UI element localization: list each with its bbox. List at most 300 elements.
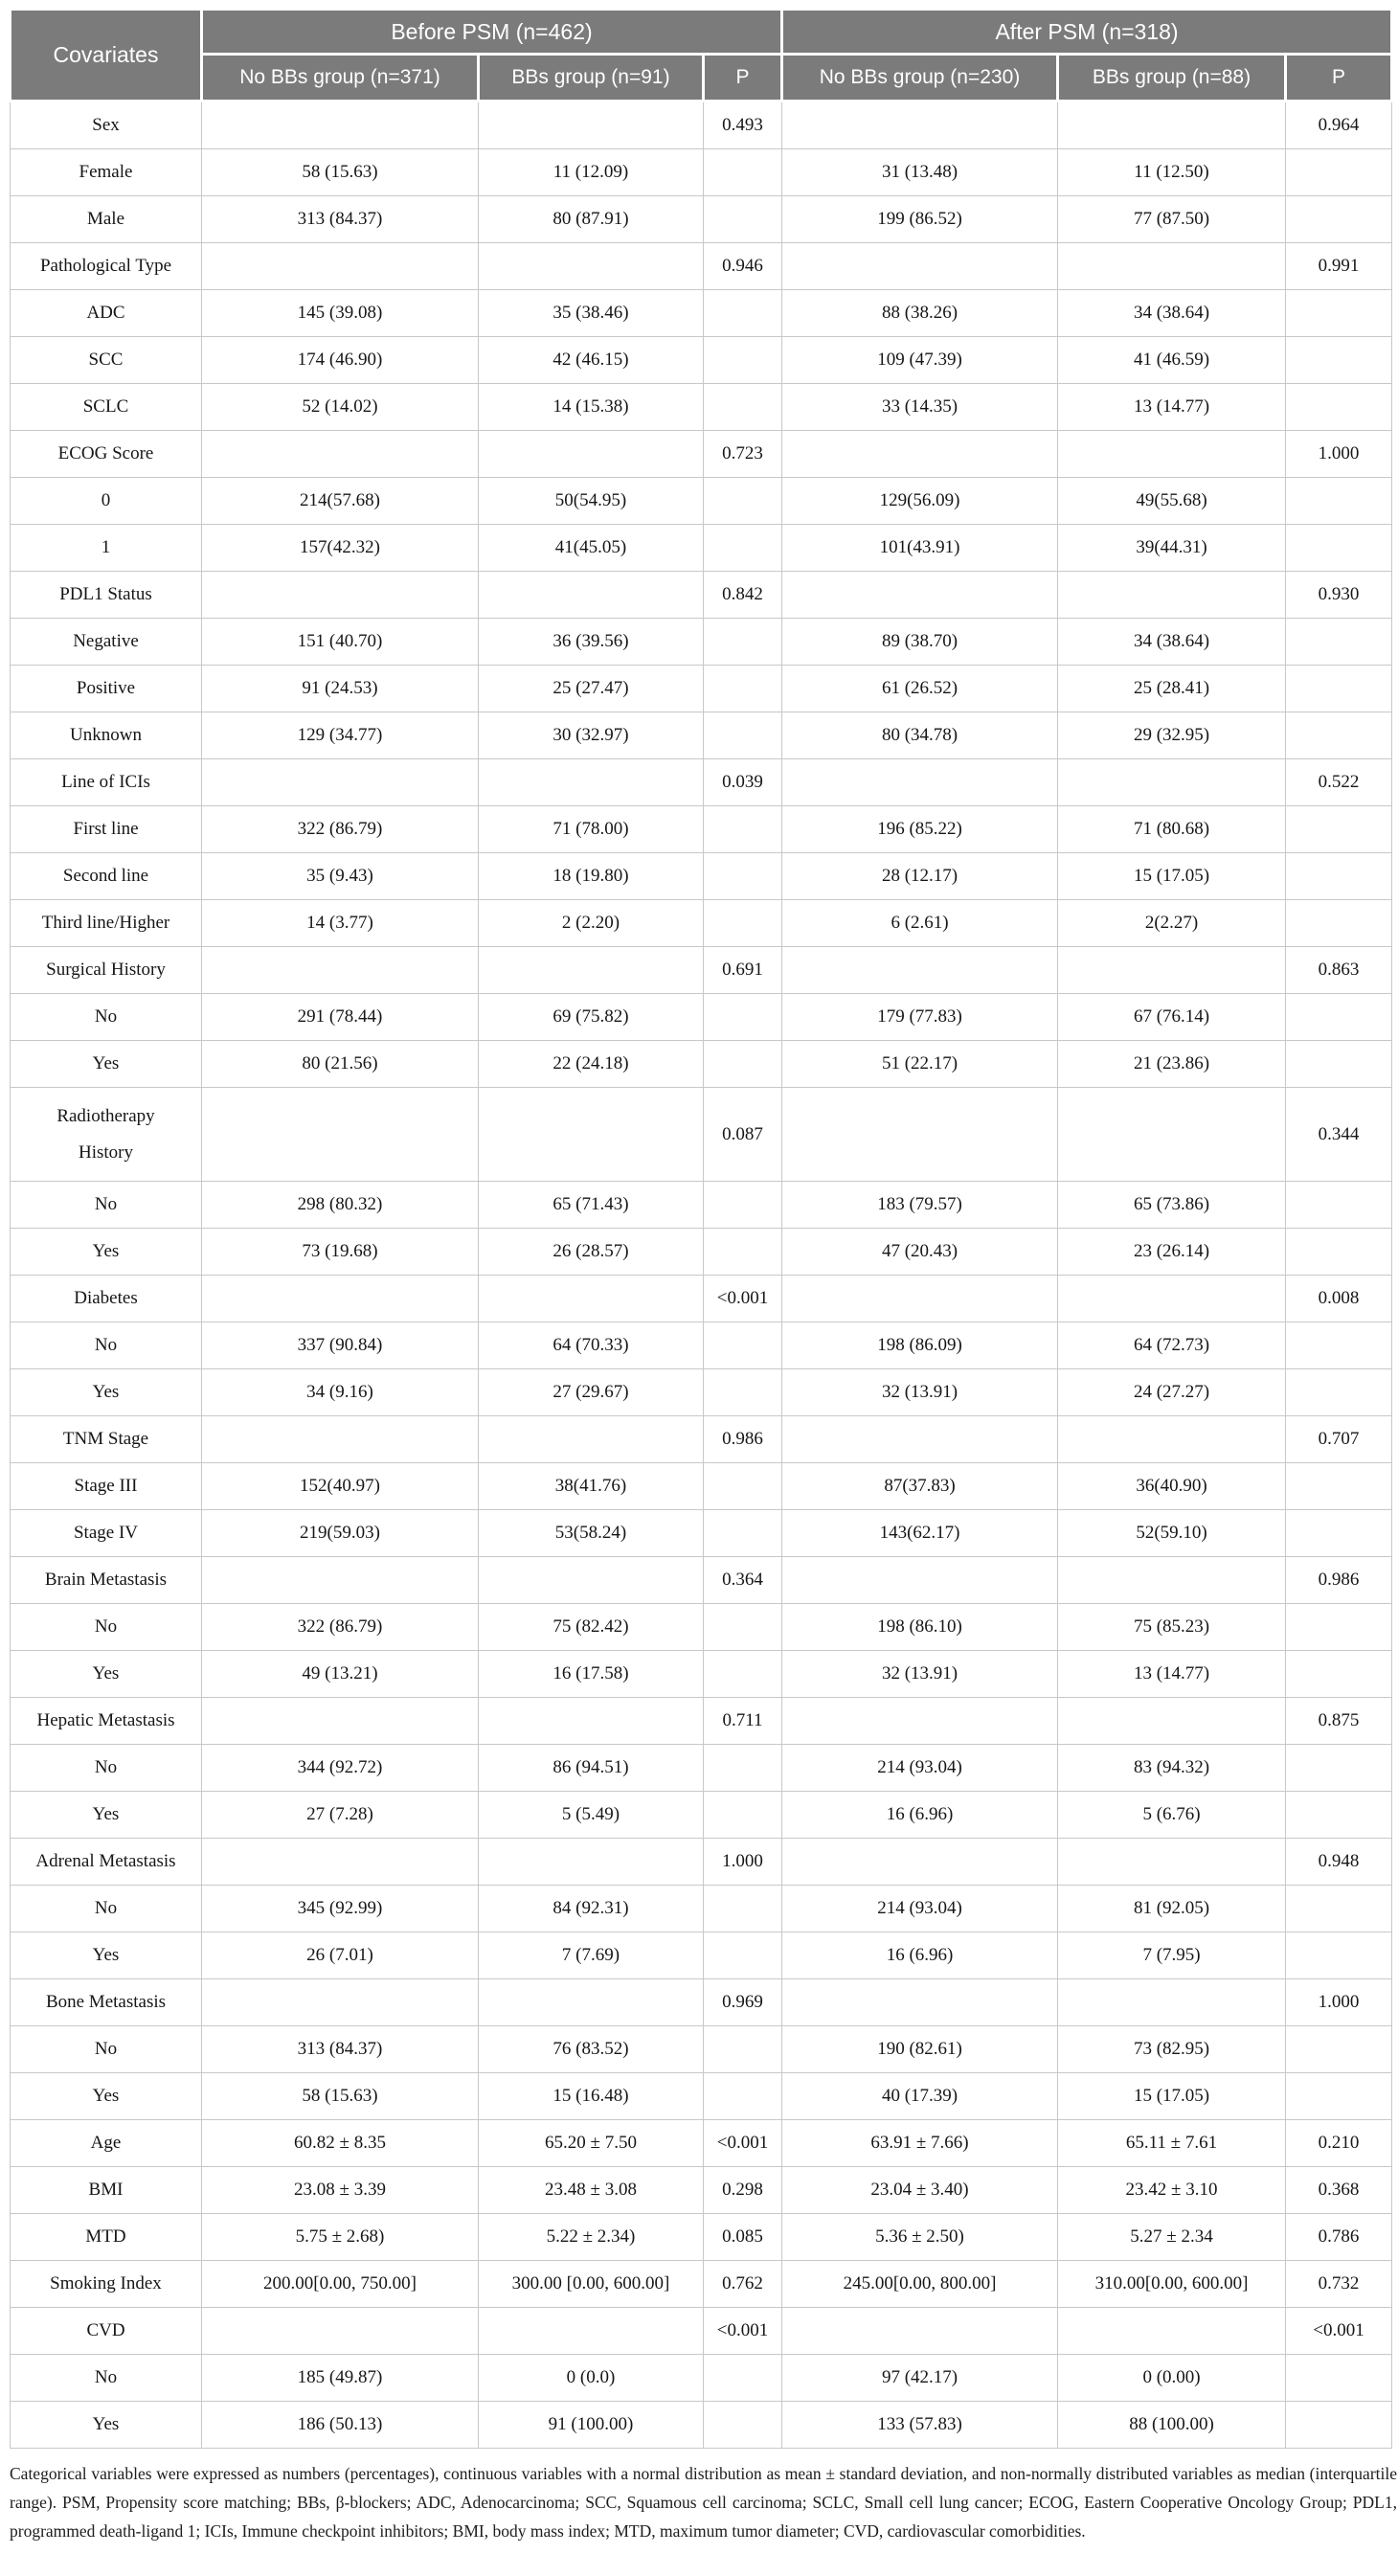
- covariate-label-text: Radiotherapy History: [56, 1106, 155, 1163]
- p-value-cell: [1286, 1369, 1392, 1416]
- table-row: [11, 1932, 1392, 1979]
- table-row: [11, 1322, 1392, 1369]
- value-cell: 133 (57.83): [782, 2402, 1058, 2449]
- table-footnote: Categorical variables were expressed as numbers (percentages), continuous variables with a normal distribution as mean ± standard deviation, and non-normally distributed variables as median (interquartile range). PSM, Propensity score matching; BBs, β-blockers; ADC, Adenocarcinoma; SCC, Squamous cell carcinoma; SCLC, Small cell lung cancer; ECOG, Eastern Cooperative Oncology Group; PDL1, programmed death-ligand 1; ICIs, Immune checkpoint inhibitors; BMI, body mass index; MTD, maximum tumor diameter; CVD, cardiovascular comorbidities.: [10, 2464, 1397, 2542]
- p-value-cell: 0.930: [1286, 572, 1392, 619]
- value-cell: [782, 102, 1058, 149]
- value-cell: [479, 1276, 704, 1322]
- value-cell: [1058, 1979, 1286, 2026]
- table-row: [11, 947, 1392, 994]
- p-value-cell: 0.786: [1286, 2214, 1392, 2261]
- covariate-label-cell: [11, 1088, 202, 1182]
- p-value-cell: [1286, 2402, 1392, 2449]
- value-cell: 97 (42.17): [782, 2355, 1058, 2402]
- value-cell: 344 (92.72): [202, 1745, 479, 1792]
- p-value-cell: [704, 290, 782, 337]
- value-cell: 49 (13.21): [202, 1651, 479, 1698]
- table-row: [11, 2261, 1392, 2308]
- value-cell: [782, 2308, 1058, 2355]
- covariate-label-cell: CVD: [11, 2308, 202, 2355]
- value-cell: 129 (34.77): [202, 712, 479, 759]
- p-value-cell: [1286, 290, 1392, 337]
- value-cell: [1058, 1839, 1286, 1886]
- p-value-cell: [704, 149, 782, 196]
- value-cell: [202, 759, 479, 806]
- value-cell: 31 (13.48): [782, 149, 1058, 196]
- covariate-label-cell: Pathological Type: [11, 243, 202, 290]
- value-cell: 245.00[0.00, 800.00]: [782, 2261, 1058, 2308]
- value-cell: [202, 1557, 479, 1604]
- p-value-cell: [1286, 1041, 1392, 1088]
- header-before-p: P: [704, 55, 782, 102]
- table-row: [11, 2120, 1392, 2167]
- value-cell: 109 (47.39): [782, 337, 1058, 384]
- p-value-cell: [1286, 384, 1392, 431]
- header-after-psm-group: After PSM (n=318): [782, 10, 1392, 55]
- p-value-cell: [1286, 1322, 1392, 1369]
- p-value-cell: [704, 712, 782, 759]
- value-cell: 67 (76.14): [1058, 994, 1286, 1041]
- value-cell: 23.04 ± 3.40): [782, 2167, 1058, 2214]
- p-value-cell: 0.842: [704, 572, 782, 619]
- value-cell: 291 (78.44): [202, 994, 479, 1041]
- covariate-label-cell: Yes: [11, 1792, 202, 1839]
- p-value-cell: [1286, 149, 1392, 196]
- value-cell: 65 (71.43): [479, 1182, 704, 1229]
- p-value-cell: 1.000: [1286, 1979, 1392, 2026]
- value-cell: 129(56.09): [782, 478, 1058, 525]
- value-cell: [202, 1979, 479, 2026]
- p-value-cell: <0.001: [704, 1276, 782, 1322]
- p-value-cell: [1286, 2073, 1392, 2120]
- covariate-label-cell: Positive: [11, 666, 202, 712]
- p-value-cell: [704, 1322, 782, 1369]
- value-cell: 101(43.91): [782, 525, 1058, 572]
- table-row: [11, 1276, 1392, 1322]
- value-cell: 298 (80.32): [202, 1182, 479, 1229]
- value-cell: 65 (73.86): [1058, 1182, 1286, 1229]
- table-row: [11, 1463, 1392, 1510]
- value-cell: [782, 1557, 1058, 1604]
- value-cell: [1058, 1088, 1286, 1182]
- value-cell: [782, 243, 1058, 290]
- value-cell: 69 (75.82): [479, 994, 704, 1041]
- p-value-cell: 0.344: [1286, 1088, 1392, 1182]
- p-value-cell: [1286, 806, 1392, 853]
- p-value-cell: [1286, 478, 1392, 525]
- value-cell: [479, 243, 704, 290]
- value-cell: [782, 1088, 1058, 1182]
- covariate-label-cell: 1: [11, 525, 202, 572]
- value-cell: 51 (22.17): [782, 1041, 1058, 1088]
- covariate-label-cell: Bone Metastasis: [11, 1979, 202, 2026]
- value-cell: [202, 1839, 479, 1886]
- table-row: [11, 384, 1392, 431]
- covariate-label-cell: No: [11, 1604, 202, 1651]
- value-cell: [782, 947, 1058, 994]
- covariate-label-cell: Brain Metastasis: [11, 1557, 202, 1604]
- p-value-cell: [704, 666, 782, 712]
- value-cell: [479, 759, 704, 806]
- value-cell: 47 (20.43): [782, 1229, 1058, 1276]
- value-cell: 24 (27.27): [1058, 1369, 1286, 1416]
- covariate-label-cell: ADC: [11, 290, 202, 337]
- covariate-label-cell: No: [11, 2355, 202, 2402]
- value-cell: 83 (94.32): [1058, 1745, 1286, 1792]
- p-value-cell: [704, 478, 782, 525]
- table-header: [11, 10, 1392, 102]
- value-cell: [202, 243, 479, 290]
- covariate-label-cell: Female: [11, 149, 202, 196]
- value-cell: 87(37.83): [782, 1463, 1058, 1510]
- value-cell: 30 (32.97): [479, 712, 704, 759]
- value-cell: [202, 1698, 479, 1745]
- p-value-cell: 0.008: [1286, 1276, 1392, 1322]
- value-cell: [479, 102, 704, 149]
- value-cell: 52(59.10): [1058, 1510, 1286, 1557]
- p-value-cell: 0.948: [1286, 1839, 1392, 1886]
- value-cell: [479, 1979, 704, 2026]
- value-cell: [202, 572, 479, 619]
- p-value-cell: [704, 1510, 782, 1557]
- value-cell: 65.11 ± 7.61: [1058, 2120, 1286, 2167]
- value-cell: 89 (38.70): [782, 619, 1058, 666]
- table-row: [11, 525, 1392, 572]
- value-cell: 32 (13.91): [782, 1651, 1058, 1698]
- p-value-cell: 0.732: [1286, 2261, 1392, 2308]
- value-cell: 36 (39.56): [479, 619, 704, 666]
- value-cell: 58 (15.63): [202, 2073, 479, 2120]
- table-row: [11, 1182, 1392, 1229]
- covariate-label-cell: No: [11, 1322, 202, 1369]
- value-cell: 198 (86.09): [782, 1322, 1058, 1369]
- covariate-label-cell: SCLC: [11, 384, 202, 431]
- covariate-label-cell: Sex: [11, 102, 202, 149]
- value-cell: 6 (2.61): [782, 900, 1058, 947]
- p-value-cell: 0.298: [704, 2167, 782, 2214]
- value-cell: [202, 1088, 479, 1182]
- p-value-cell: [1286, 994, 1392, 1041]
- value-cell: [202, 1416, 479, 1463]
- table-row: [11, 1416, 1392, 1463]
- covariate-label-cell: Yes: [11, 1932, 202, 1979]
- covariate-label-cell: Smoking Index: [11, 2261, 202, 2308]
- table-row: [11, 2167, 1392, 2214]
- covariate-label-cell: PDL1 Status: [11, 572, 202, 619]
- value-cell: 13 (14.77): [1058, 1651, 1286, 1698]
- value-cell: 23.08 ± 3.39: [202, 2167, 479, 2214]
- p-value-cell: [704, 1182, 782, 1229]
- value-cell: [479, 947, 704, 994]
- p-value-cell: [1286, 1932, 1392, 1979]
- value-cell: 185 (49.87): [202, 2355, 479, 2402]
- p-value-cell: 0.969: [704, 1979, 782, 2026]
- p-value-cell: 0.210: [1286, 2120, 1392, 2167]
- value-cell: [202, 431, 479, 478]
- value-cell: 49(55.68): [1058, 478, 1286, 525]
- p-value-cell: [704, 1745, 782, 1792]
- value-cell: [202, 102, 479, 149]
- p-value-cell: 0.522: [1286, 759, 1392, 806]
- p-value-cell: [1286, 712, 1392, 759]
- p-value-cell: 0.707: [1286, 1416, 1392, 1463]
- table-row: [11, 2355, 1392, 2402]
- covariate-label-cell: Male: [11, 196, 202, 243]
- value-cell: 27 (29.67): [479, 1369, 704, 1416]
- p-value-cell: [704, 806, 782, 853]
- p-value-cell: [704, 337, 782, 384]
- covariate-label-cell: Unknown: [11, 712, 202, 759]
- p-value-cell: [1286, 1510, 1392, 1557]
- value-cell: 28 (12.17): [782, 853, 1058, 900]
- table-row: [11, 1698, 1392, 1745]
- value-cell: 15 (16.48): [479, 2073, 704, 2120]
- value-cell: 5.36 ± 2.50): [782, 2214, 1058, 2261]
- value-cell: 313 (84.37): [202, 2026, 479, 2073]
- value-cell: 77 (87.50): [1058, 196, 1286, 243]
- value-cell: 322 (86.79): [202, 1604, 479, 1651]
- value-cell: 5 (5.49): [479, 1792, 704, 1839]
- p-value-cell: [1286, 1886, 1392, 1932]
- value-cell: 25 (28.41): [1058, 666, 1286, 712]
- value-cell: [782, 759, 1058, 806]
- p-value-cell: [704, 900, 782, 947]
- p-value-cell: 0.762: [704, 2261, 782, 2308]
- value-cell: [1058, 572, 1286, 619]
- p-value-cell: [1286, 619, 1392, 666]
- p-value-cell: 0.085: [704, 2214, 782, 2261]
- table-row: [11, 149, 1392, 196]
- value-cell: [479, 2308, 704, 2355]
- value-cell: 34 (9.16): [202, 1369, 479, 1416]
- value-cell: 11 (12.50): [1058, 149, 1286, 196]
- p-value-cell: [1286, 1463, 1392, 1510]
- header-before-bbs: BBs group (n=91): [479, 55, 704, 102]
- p-value-cell: [1286, 1229, 1392, 1276]
- value-cell: 196 (85.22): [782, 806, 1058, 853]
- table-row: [11, 1839, 1392, 1886]
- value-cell: [1058, 2308, 1286, 2355]
- table-row: [11, 478, 1392, 525]
- table-row: [11, 712, 1392, 759]
- value-cell: 76 (83.52): [479, 2026, 704, 2073]
- p-value-cell: [1286, 666, 1392, 712]
- value-cell: [479, 1088, 704, 1182]
- covariate-label-cell: Yes: [11, 2402, 202, 2449]
- table-row: [11, 1229, 1392, 1276]
- p-value-cell: [704, 994, 782, 1041]
- value-cell: 13 (14.77): [1058, 384, 1286, 431]
- value-cell: [782, 1979, 1058, 2026]
- value-cell: 22 (24.18): [479, 1041, 704, 1088]
- p-value-cell: [704, 619, 782, 666]
- table-row: [11, 431, 1392, 478]
- value-cell: 64 (70.33): [479, 1322, 704, 1369]
- table-row: [11, 1792, 1392, 1839]
- value-cell: 16 (6.96): [782, 1932, 1058, 1979]
- covariate-label-cell: Yes: [11, 2073, 202, 2120]
- value-cell: 53(58.24): [479, 1510, 704, 1557]
- value-cell: 52 (14.02): [202, 384, 479, 431]
- value-cell: 0 (0.00): [1058, 2355, 1286, 2402]
- covariate-label-cell: No: [11, 1886, 202, 1932]
- value-cell: [782, 1698, 1058, 1745]
- covariate-label-cell: No: [11, 994, 202, 1041]
- p-value-cell: 0.039: [704, 759, 782, 806]
- p-value-cell: [1286, 1604, 1392, 1651]
- value-cell: 40 (17.39): [782, 2073, 1058, 2120]
- table-row: [11, 1886, 1392, 1932]
- value-cell: 34 (38.64): [1058, 290, 1286, 337]
- value-cell: 75 (85.23): [1058, 1604, 1286, 1651]
- table-row: [11, 196, 1392, 243]
- value-cell: 214(57.68): [202, 478, 479, 525]
- table-row: [11, 666, 1392, 712]
- table-row: [11, 1979, 1392, 2026]
- value-cell: [1058, 1416, 1286, 1463]
- table-row: [11, 1604, 1392, 1651]
- p-value-cell: 0.493: [704, 102, 782, 149]
- covariate-label-cell: Hepatic Metastasis: [11, 1698, 202, 1745]
- p-value-cell: [704, 384, 782, 431]
- covariate-label-cell: Stage III: [11, 1463, 202, 1510]
- value-cell: 5 (6.76): [1058, 1792, 1286, 1839]
- p-value-cell: 0.991: [1286, 243, 1392, 290]
- value-cell: [1058, 1557, 1286, 1604]
- value-cell: 29 (32.95): [1058, 712, 1286, 759]
- covariate-label-cell: Diabetes: [11, 1276, 202, 1322]
- p-value-cell: 0.946: [704, 243, 782, 290]
- covariate-label-cell: BMI: [11, 2167, 202, 2214]
- value-cell: 14 (3.77): [202, 900, 479, 947]
- p-value-cell: [704, 2402, 782, 2449]
- value-cell: 310.00[0.00, 600.00]: [1058, 2261, 1286, 2308]
- value-cell: 91 (100.00): [479, 2402, 704, 2449]
- value-cell: 179 (77.83): [782, 994, 1058, 1041]
- value-cell: [202, 947, 479, 994]
- value-cell: [1058, 759, 1286, 806]
- covariate-label-cell: Second line: [11, 853, 202, 900]
- value-cell: [1058, 947, 1286, 994]
- covariate-label-cell: Stage IV: [11, 1510, 202, 1557]
- p-value-cell: [1286, 196, 1392, 243]
- header-after-bbs: BBs group (n=88): [1058, 55, 1286, 102]
- table-row: [11, 2402, 1392, 2449]
- table-row: [11, 806, 1392, 853]
- covariate-label-cell: Surgical History: [11, 947, 202, 994]
- p-value-cell: [1286, 900, 1392, 947]
- table-row: [11, 572, 1392, 619]
- value-cell: [782, 1276, 1058, 1322]
- table-row: [11, 900, 1392, 947]
- header-row-subcolumns: [11, 55, 1392, 102]
- table-row: [11, 994, 1392, 1041]
- p-value-cell: [704, 1041, 782, 1088]
- value-cell: 64 (72.73): [1058, 1322, 1286, 1369]
- value-cell: 71 (78.00): [479, 806, 704, 853]
- p-value-cell: 0.863: [1286, 947, 1392, 994]
- covariate-label-cell: No: [11, 2026, 202, 2073]
- value-cell: 38(41.76): [479, 1463, 704, 1510]
- p-value-cell: [704, 196, 782, 243]
- value-cell: 5.22 ± 2.34): [479, 2214, 704, 2261]
- value-cell: 88 (100.00): [1058, 2402, 1286, 2449]
- covariate-label-cell: SCC: [11, 337, 202, 384]
- value-cell: 23.42 ± 3.10: [1058, 2167, 1286, 2214]
- value-cell: 219(59.03): [202, 1510, 479, 1557]
- value-cell: 91 (24.53): [202, 666, 479, 712]
- table-row: [11, 337, 1392, 384]
- value-cell: 41 (46.59): [1058, 337, 1286, 384]
- value-cell: 80 (87.91): [479, 196, 704, 243]
- value-cell: 198 (86.10): [782, 1604, 1058, 1651]
- p-value-cell: [704, 1886, 782, 1932]
- value-cell: [202, 2308, 479, 2355]
- covariate-label-cell: Yes: [11, 1369, 202, 1416]
- header-row-groups: [11, 10, 1392, 55]
- header-after-p: P: [1286, 55, 1392, 102]
- value-cell: 61 (26.52): [782, 666, 1058, 712]
- p-value-cell: 0.986: [1286, 1557, 1392, 1604]
- p-value-cell: [1286, 2355, 1392, 2402]
- p-value-cell: [704, 1369, 782, 1416]
- p-value-cell: 0.368: [1286, 2167, 1392, 2214]
- p-value-cell: [1286, 525, 1392, 572]
- value-cell: 300.00 [0.00, 600.00]: [479, 2261, 704, 2308]
- value-cell: 16 (6.96): [782, 1792, 1058, 1839]
- p-value-cell: [1286, 337, 1392, 384]
- p-value-cell: 0.087: [704, 1088, 782, 1182]
- value-cell: 25 (27.47): [479, 666, 704, 712]
- header-before-no-bbs: No BBs group (n=371): [202, 55, 479, 102]
- value-cell: [1058, 1698, 1286, 1745]
- value-cell: 23.48 ± 3.08: [479, 2167, 704, 2214]
- value-cell: [782, 572, 1058, 619]
- value-cell: 50(54.95): [479, 478, 704, 525]
- covariate-label-cell: Yes: [11, 1229, 202, 1276]
- value-cell: 157(42.32): [202, 525, 479, 572]
- value-cell: 73 (19.68): [202, 1229, 479, 1276]
- value-cell: 151 (40.70): [202, 619, 479, 666]
- covariate-label-cell: No: [11, 1745, 202, 1792]
- table-row: [11, 2308, 1392, 2355]
- header-covariates: Covariates: [11, 10, 202, 102]
- table-row: [11, 1557, 1392, 1604]
- p-value-cell: [1286, 1651, 1392, 1698]
- value-cell: 15 (17.05): [1058, 853, 1286, 900]
- value-cell: [1058, 1276, 1286, 1322]
- p-value-cell: [1286, 1745, 1392, 1792]
- table-row: [11, 1088, 1392, 1182]
- covariate-label-cell: Line of ICIs: [11, 759, 202, 806]
- value-cell: 36(40.90): [1058, 1463, 1286, 1510]
- p-value-cell: [704, 1229, 782, 1276]
- value-cell: [479, 431, 704, 478]
- value-cell: 71 (80.68): [1058, 806, 1286, 853]
- value-cell: 5.75 ± 2.68): [202, 2214, 479, 2261]
- value-cell: 337 (90.84): [202, 1322, 479, 1369]
- p-value-cell: <0.001: [704, 2308, 782, 2355]
- value-cell: 174 (46.90): [202, 337, 479, 384]
- value-cell: 2(2.27): [1058, 900, 1286, 947]
- p-value-cell: <0.001: [704, 2120, 782, 2167]
- table-row: [11, 1510, 1392, 1557]
- p-value-cell: 1.000: [1286, 431, 1392, 478]
- value-cell: 7 (7.95): [1058, 1932, 1286, 1979]
- value-cell: 11 (12.09): [479, 149, 704, 196]
- value-cell: [479, 1557, 704, 1604]
- table-row: [11, 1651, 1392, 1698]
